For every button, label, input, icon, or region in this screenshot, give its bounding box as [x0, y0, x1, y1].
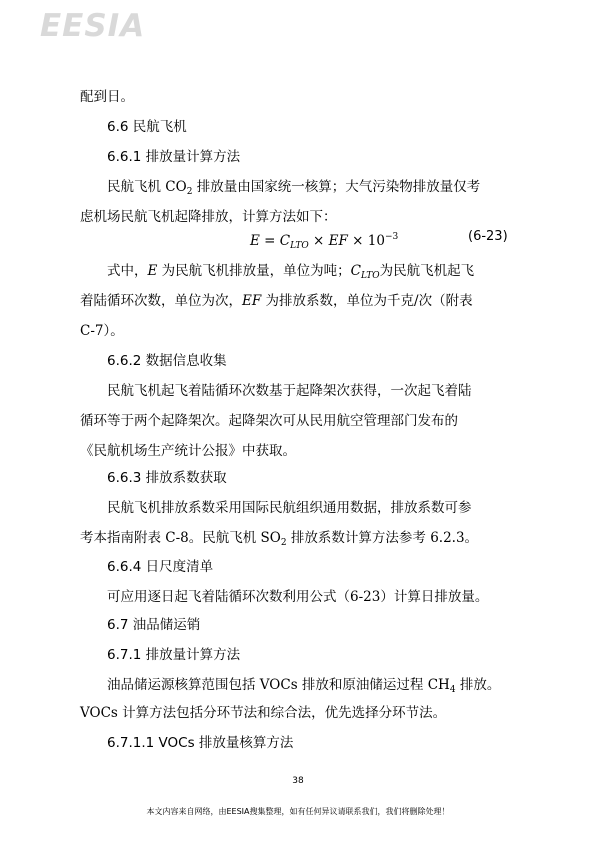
text-line: 式中，E 为民航飞机排放量，单位为吨；$C_{LTO}$为民航飞机起飞 — [107, 263, 475, 281]
footer-notice: 本文内容来自网络，由EESIA搜集整理，如有任何异议请联系我们，我们将删除处理！ — [146, 807, 450, 816]
text-line: 考本指南附表 C-8。民航飞机 $SO_2$ 排放系数计算方法参考 6.2.3。 — [80, 530, 479, 548]
section-heading-6-7: 6.7 油品储运销 — [107, 617, 201, 633]
eesia-logo: EESIA — [40, 8, 146, 44]
text-line: C-7）。 — [80, 323, 124, 339]
section-heading-6-6-1: 6.6.1 排放量计算方法 — [107, 149, 241, 165]
text-line: 着陆循环次数，单位为次，EF 为排放系数，单位为千克/次（附表 — [80, 293, 473, 309]
text-line: 民航飞机起飞着陆循环次数基于起降架次获得，一次起飞着陆 — [107, 383, 472, 399]
text-line: 配到日。 — [80, 89, 134, 105]
section-heading-6-7-1: 6.7.1 排放量计算方法 — [107, 647, 241, 663]
section-heading-6-7-1-1: 6.7.1.1 VOCs 排放量核算方法 — [107, 735, 294, 751]
equation-number: (6-23) — [468, 229, 508, 244]
section-heading-6-6-3: 6.6.3 排放系数获取 — [107, 470, 227, 486]
section-heading-6-6-2: 6.6.2 数据信息收集 — [107, 353, 227, 369]
page-number: 38 — [292, 776, 304, 786]
text-line: 可应用逐日起飞着陆循环次数利用公式（6-23）计算日排放量。 — [107, 589, 489, 605]
text-line: 油品储运源核算范围包括 VOCs 排放和原油储运过程 $CH_4$ 排放。 — [107, 677, 501, 695]
text-line: 虑机场民航飞机起降排放，计算方法如下： — [80, 209, 337, 225]
text-line: 循环等于两个起降架次。起降架次可从民用航空管理部门发布的 — [80, 413, 458, 429]
section-heading-6-6-4: 6.6.4 日尺度清单 — [107, 559, 214, 575]
section-heading-6-6: 6.6 民航飞机 — [107, 119, 187, 135]
text-line: 《民航机场生产统计公报》中获取。 — [80, 443, 296, 459]
text-line: 民航飞机排放系数采用国际民航组织通用数据，排放系数可参 — [107, 500, 472, 516]
formula-6-23: $E = C_{LTO}$ × EF × $10^{-3}$ — [250, 232, 399, 251]
text-line: VOCs 计算方法包括分环节法和综合法，优先选择分环节法。 — [80, 705, 447, 721]
text-line: 民航飞机 $CO_2$ 排放量由国家统一核算；大气污染物排放量仅考 — [107, 179, 481, 197]
